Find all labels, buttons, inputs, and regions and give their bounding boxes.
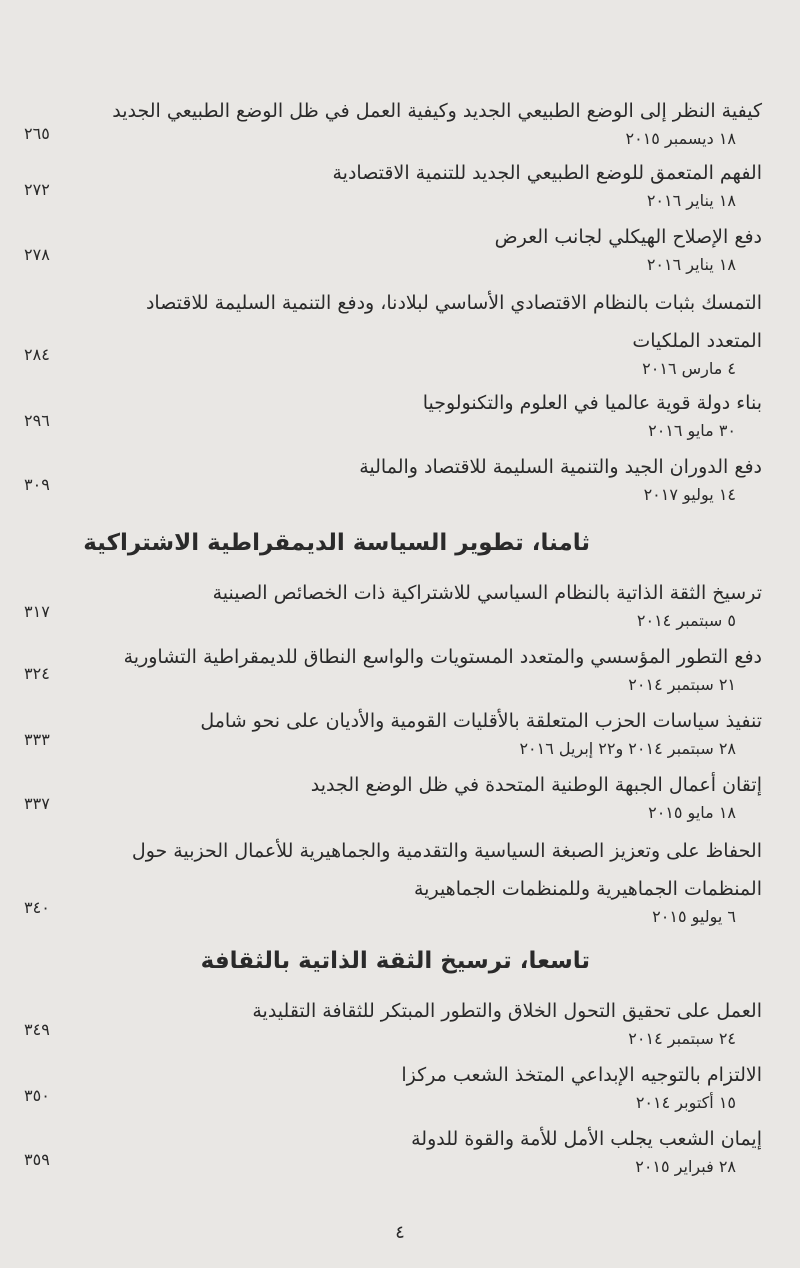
page-number: ٤ [395, 1222, 405, 1243]
entry-date: ١٨ يناير ٢٠١٦ [646, 255, 736, 274]
entry-page-number: ٣٥٩ [24, 1150, 50, 1169]
entry-page-number: ٢٨٤ [24, 345, 50, 364]
entry-title-line2: المنظمات الجماهيرية وللمنظمات الجماهيرية [413, 878, 762, 900]
entry-title: دفع التطور المؤسسي والمتعدد المستويات والواسع النطاق للديمقراطية التشاورية [123, 646, 762, 668]
entry-page-number: ٣٣٣ [24, 730, 50, 749]
toc-entry [16, 158, 776, 214]
entry-date: ٢٨ فبراير ٢٠١٥ [635, 1157, 736, 1176]
entry-title: إيمان الشعب يجلب الأمل للأمة والقوة للدولة [411, 1128, 762, 1150]
toc-entry [16, 96, 776, 152]
toc-entry [16, 836, 776, 930]
entry-title: العمل على تحقيق التحول الخلاق والتطور المبتكر للثقافة التقليدية [252, 1000, 762, 1022]
toc-entry [16, 770, 776, 826]
entry-date: ١٥ أكتوبر ٢٠١٤ [635, 1093, 736, 1112]
entry-date: ٢١ سبتمبر ٢٠١٤ [628, 675, 736, 694]
entry-title: إتقان أعمال الجبهة الوطنية المتحدة في ظل الوضع الجديد [310, 774, 762, 796]
entry-title-line1: التمسك بثبات بالنظام الاقتصادي الأساسي لبلادنا، ودفع التنمية السليمة للاقتصاد [145, 292, 762, 314]
entry-title-line1: الحفاظ على وتعزيز الصبغة السياسية والتقدمية والجماهيرية للأعمال الحزبية حول [131, 840, 762, 862]
entry-page-number: ٢٩٦ [24, 411, 50, 430]
entry-title: دفع الإصلاح الهيكلي لجانب العرض [494, 226, 762, 248]
toc-entry [16, 1060, 776, 1116]
entry-title: الفهم المتعمق للوضع الطبيعي الجديد للتنمية الاقتصادية [332, 162, 762, 184]
toc-entry [16, 388, 776, 444]
entry-page-number: ٢٦٥ [24, 124, 50, 143]
entry-date: ٥ سبتمبر ٢٠١٤ [636, 611, 736, 630]
entry-title: تنفيذ سياسات الحزب المتعلقة بالأقليات القومية والأديان على نحو شامل [200, 710, 762, 732]
entry-page-number: ٣١٧ [24, 602, 50, 621]
entry-title: ترسيخ الثقة الذاتية بالنظام السياسي للاشتراكية ذات الخصائص الصينية [212, 582, 762, 604]
section-heading: ثامنا، تطوير السياسة الديمقراطية الاشتراكية [83, 530, 590, 556]
entry-date: ٢٤ سبتمبر ٢٠١٤ [628, 1029, 736, 1048]
entry-page-number: ٣٤٠ [24, 898, 50, 917]
entry-page-number: ٢٧٢ [24, 180, 50, 199]
entry-date: ١٤ يوليو ٢٠١٧ [643, 485, 736, 504]
entry-page-number: ٣٠٩ [24, 475, 50, 494]
entry-title: الالتزام بالتوجيه الإبداعي المتخذ الشعب مركزا [401, 1064, 762, 1086]
entry-date: ٦ يوليو ٢٠١٥ [652, 907, 736, 926]
toc-entry [16, 288, 776, 382]
entry-date: ٢٨ سبتمبر ٢٠١٤ و٢٢ إبريل ٢٠١٦ [519, 739, 736, 758]
toc-entry [16, 452, 776, 508]
entry-title: كيفية النظر إلى الوضع الطبيعي الجديد وكيفية العمل في ظل الوضع الطبيعي الجديد [112, 100, 762, 122]
toc-entry [16, 222, 776, 278]
entry-date: ١٨ مايو ٢٠١٥ [648, 803, 736, 822]
entry-page-number: ٣٤٩ [24, 1020, 50, 1039]
entry-date: ١٨ ديسمبر ٢٠١٥ [625, 129, 736, 148]
toc-entry [16, 996, 776, 1052]
entry-title: دفع الدوران الجيد والتنمية السليمة للاقتصاد والمالية [359, 456, 762, 478]
toc-entry [16, 578, 776, 634]
toc-entry [16, 642, 776, 698]
toc-entry [16, 1124, 776, 1180]
entry-date: ١٨ يناير ٢٠١٦ [646, 191, 736, 210]
section-heading: تاسعا، ترسيخ الثقة الذاتية بالثقافة [200, 948, 590, 974]
toc-entry [16, 706, 776, 762]
entry-date: ٤ مارس ٢٠١٦ [642, 359, 736, 378]
entry-page-number: ٣٥٠ [24, 1086, 50, 1105]
entry-title-line2: المتعدد الملكيات [632, 330, 762, 352]
entry-page-number: ٣٢٤ [24, 664, 50, 683]
entry-page-number: ٣٣٧ [24, 794, 50, 813]
entry-title: بناء دولة قوية عالميا في العلوم والتكنولوجيا [422, 392, 762, 414]
entry-page-number: ٢٧٨ [24, 245, 50, 264]
entry-date: ٣٠ مايو ٢٠١٦ [648, 421, 736, 440]
